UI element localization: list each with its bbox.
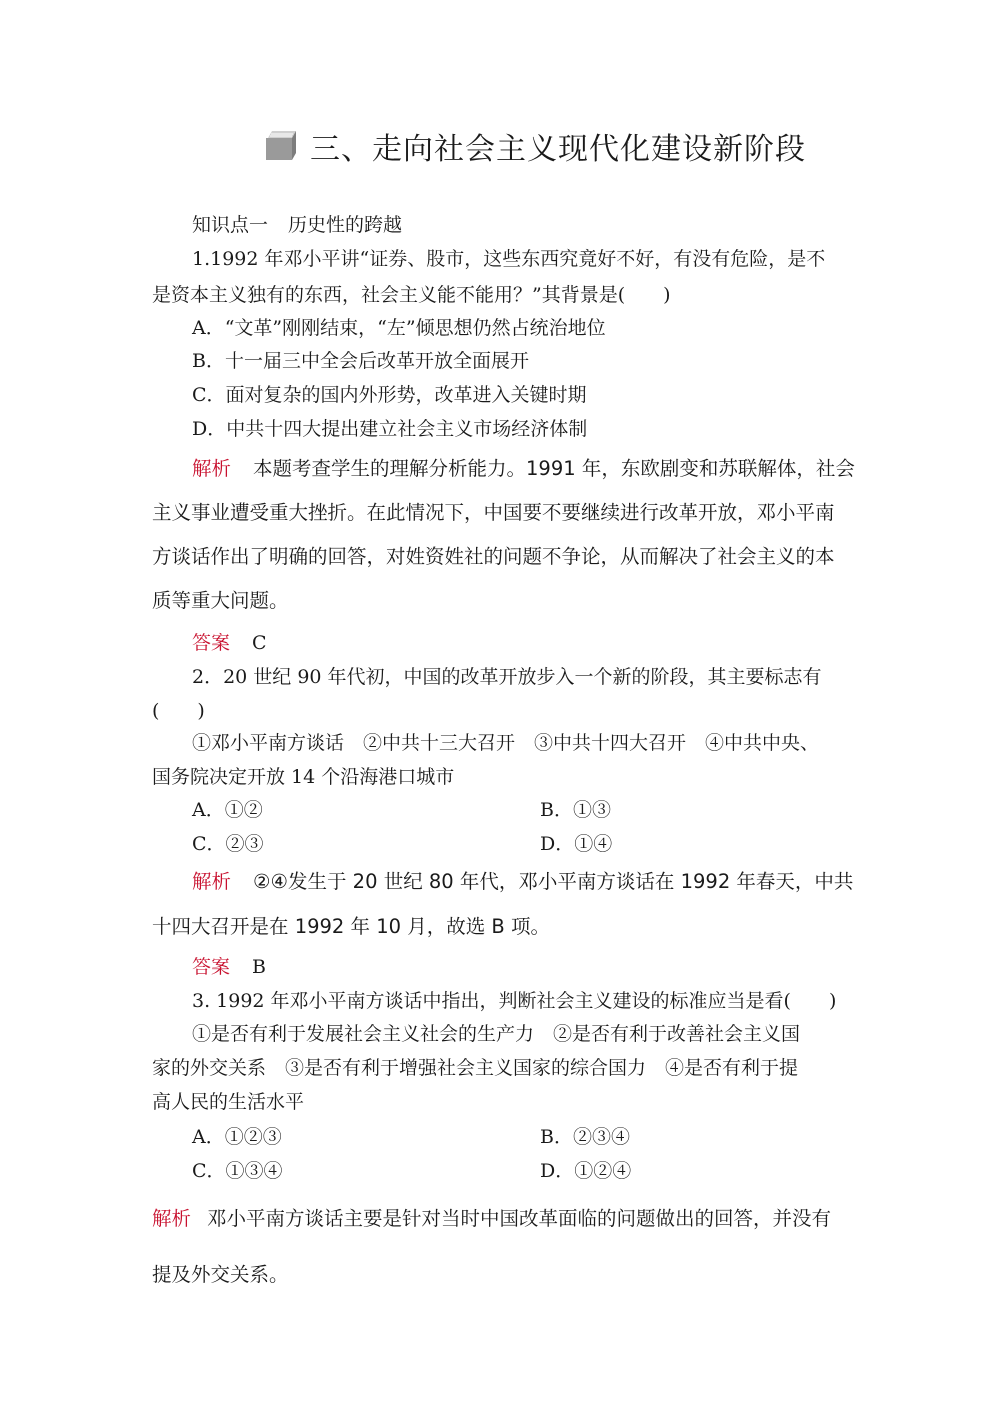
- answer-value: B: [252, 956, 266, 978]
- q3-option-a: A．①②③: [192, 1126, 282, 1148]
- q2-answer: [192, 954, 266, 980]
- q2-analysis-line1: 解析 ②④发生于 20 世纪 80 年代，邓小平南方谈话在 1992 年春天，中共: [192, 870, 854, 893]
- q2-stem-line1: 2．20 世纪 90 年代初，中国的改革开放步入一个新的阶段，其主要标志有: [192, 666, 822, 688]
- analysis-label: 解析: [152, 1207, 192, 1230]
- q1-analysis-line4: 质等重大问题。: [152, 589, 289, 612]
- q2-analysis-line2: 十四大召开是在 1992 年 10 月，故选 B 项。: [152, 915, 551, 938]
- q1-stem-line1: 1.1992 年邓小平讲“证券、股市，这些东西究竟好不好，有没有危险，是不: [192, 248, 826, 270]
- book-icon: [262, 128, 298, 164]
- page-title: [262, 124, 806, 168]
- title-text: 三、走向社会主义现代化建设新阶段: [310, 132, 806, 167]
- section-topic: 历史性的跨越: [288, 214, 403, 236]
- q1-answer: [192, 630, 267, 656]
- section-heading: [192, 212, 402, 238]
- q2-items-line2: 国务院决定开放 14 个沿海港口城市: [152, 766, 455, 788]
- q3-option-c: C．①③④: [192, 1160, 283, 1182]
- q2-option-c: C．②③: [192, 833, 264, 855]
- q1-analysis-line2: 主义事业遭受重大挫折。在此情况下，中国要不要继续进行改革开放，邓小平南: [152, 501, 835, 524]
- q3-items-line1: ①是否有利于发展社会主义社会的生产力 ②是否有利于改善社会主义国: [192, 1023, 801, 1045]
- q2-option-b: B．①③: [540, 799, 611, 821]
- q3-option-d: D．①②④: [540, 1160, 632, 1182]
- answer-label: 答案: [192, 956, 231, 978]
- q3-items-line2: 家的外交关系 ③是否有利于增强社会主义国家的综合国力 ④是否有利于提: [152, 1057, 799, 1079]
- q2-items-line1: ①邓小平南方谈话 ②中共十三大召开 ③中共十四大召开 ④中共中央、: [192, 732, 820, 754]
- q1-analysis-line3: 方谈话作出了明确的回答，对姓资姓社的问题不争论，从而解决了社会主义的本: [152, 545, 835, 568]
- q3-option-b: B．②③④: [540, 1126, 630, 1148]
- q3-items-line3: 高人民的生活水平: [152, 1091, 305, 1113]
- analysis-label: 解析: [192, 457, 232, 480]
- q1-stem-line2: 是资本主义独有的东西，社会主义能不能用？”其背景是( ): [152, 284, 671, 306]
- answer-label: 答案: [192, 632, 231, 654]
- section-label: 知识点一: [192, 214, 269, 236]
- q1-option-a: A．“文革”刚刚结束，“左”倾思想仍然占统治地位: [192, 317, 606, 339]
- q2-option-a: A．①②: [192, 799, 263, 821]
- q2-option-d: D．①④: [540, 833, 613, 855]
- q3-analysis-line2: 提及外交关系。: [152, 1263, 289, 1286]
- q1-option-d: D．中共十四大提出建立社会主义市场经济体制: [192, 418, 588, 440]
- q1-option-b: B．十一届三中全会后改革开放全面展开: [192, 350, 529, 372]
- q3-stem-line1: 3. 1992 年邓小平南方谈话中指出，判断社会主义建设的标准应当是看( ): [192, 990, 837, 1012]
- q1-option-c: C．面对复杂的国内外形势，改革进入关键时期: [192, 384, 587, 406]
- q2-stem-line2: ( ): [152, 700, 205, 722]
- analysis-label: 解析: [192, 870, 232, 893]
- q3-analysis-line1: 解析 邓小平南方谈话主要是针对当时中国改革面临的问题做出的回答，并没有: [152, 1207, 832, 1230]
- q1-analysis-line1: 解析 本题考查学生的理解分析能力。1991 年，东欧剧变和苏联解体，社会: [192, 457, 855, 480]
- answer-value: C: [252, 632, 267, 654]
